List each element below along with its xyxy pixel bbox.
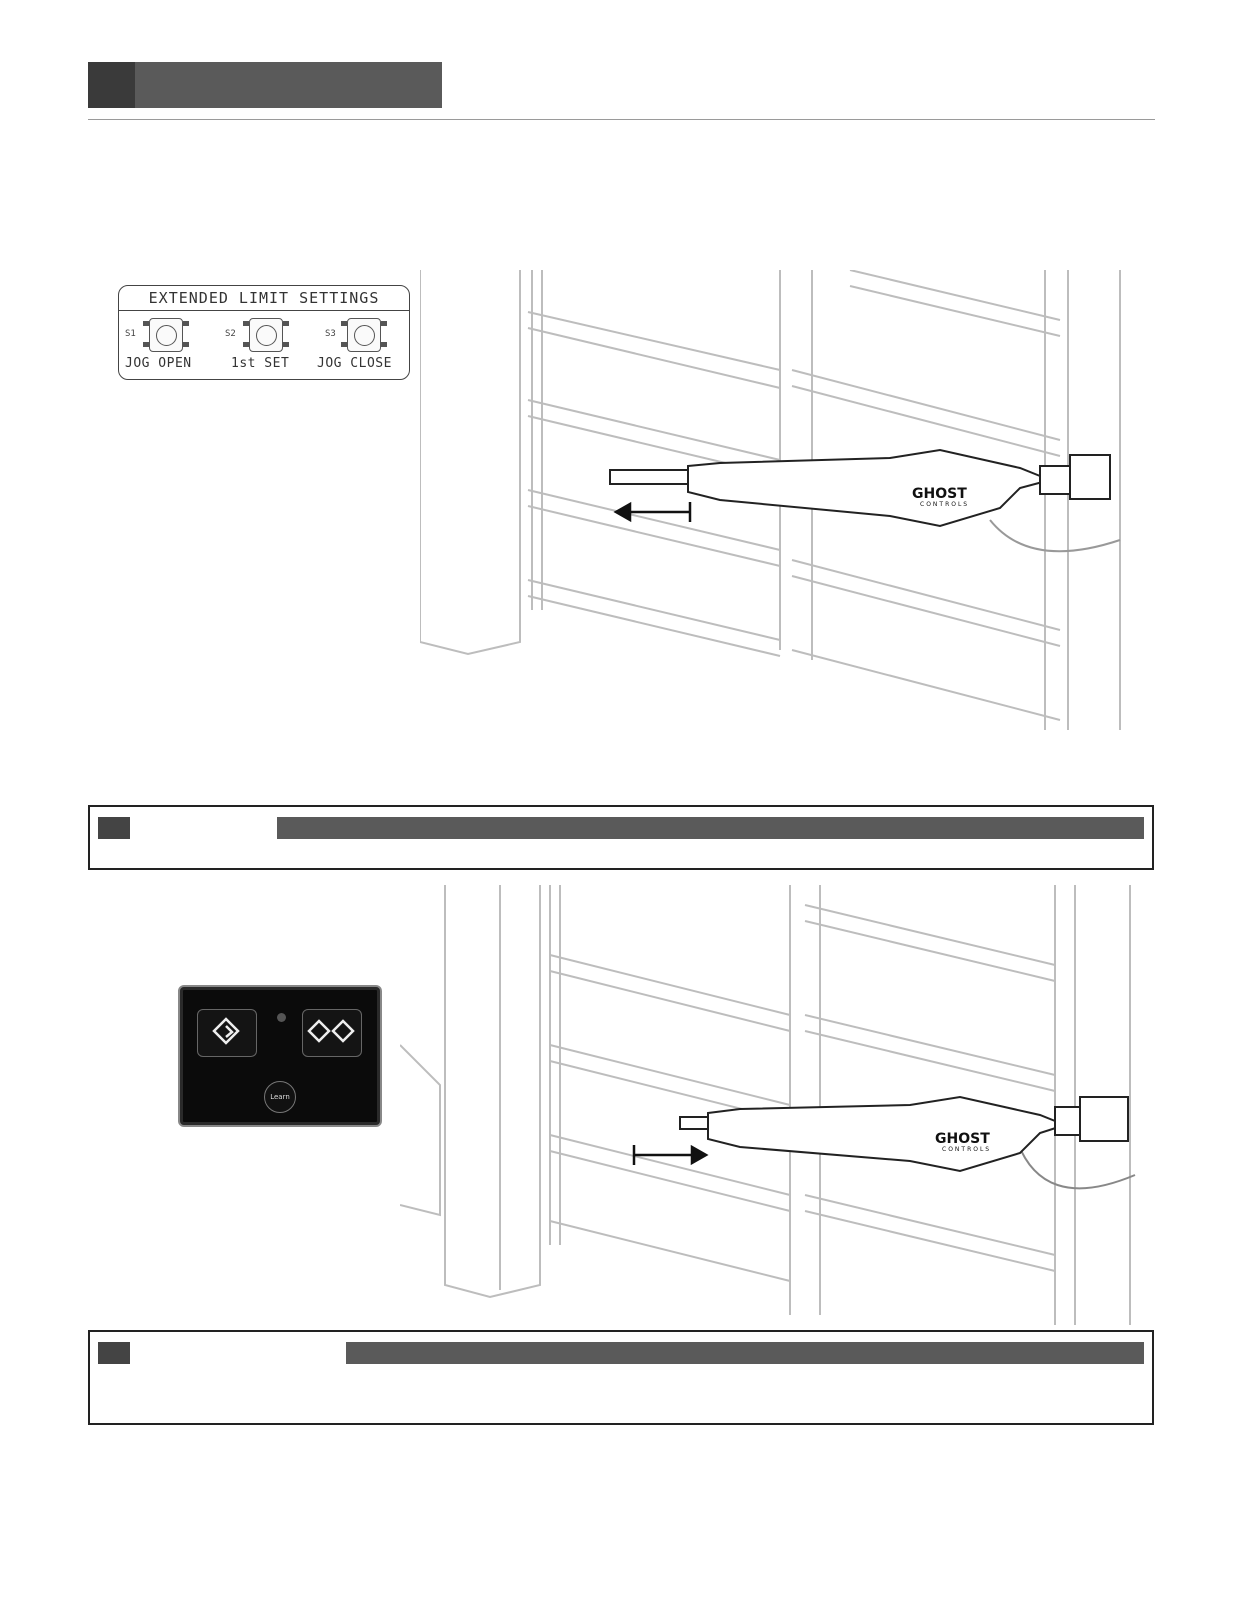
dual-gate-button[interactable]: [302, 1009, 362, 1057]
callout-number-badge: [98, 817, 130, 839]
extended-limit-settings-panel: [118, 285, 410, 380]
switch-pin: [143, 342, 149, 347]
gate-illustration-extend: [400, 885, 1140, 1325]
panel-title: EXTENDED LIMIT SETTINGS: [119, 286, 409, 311]
switch-pin: [341, 342, 347, 347]
switch-pin: [243, 321, 249, 326]
callout-box-2: [88, 1330, 1154, 1425]
switch-pin: [283, 342, 289, 347]
callout-title-bar: [277, 817, 1144, 839]
operator-brand-sub: CONTROLS: [920, 501, 970, 508]
first-set-switch[interactable]: [249, 318, 283, 352]
button-id-s1: S1: [125, 329, 136, 339]
gate-illustration-retract: [420, 270, 1140, 740]
callout-number-badge: [98, 1342, 130, 1364]
callout-title-bar: [346, 1342, 1144, 1364]
switch-pin: [183, 321, 189, 326]
button-id-s2: S2: [225, 329, 236, 339]
button-id-s3: S3: [325, 329, 336, 339]
switch-pin: [243, 342, 249, 347]
ghost-logo-icon: [303, 1010, 360, 1055]
section-header-tab: [88, 62, 135, 108]
jog-close-switch[interactable]: [347, 318, 381, 352]
arrow-right-icon: [634, 1145, 706, 1165]
operator-brand: GHOST: [912, 486, 967, 502]
led-icon: [277, 1013, 286, 1022]
callout-box-1: [88, 805, 1154, 870]
button-label-jog-close: JOG CLOSE: [317, 356, 392, 371]
remote-control: [178, 985, 382, 1127]
switch-pin: [381, 321, 387, 326]
switch-pin: [341, 321, 347, 326]
operator-brand: GHOST: [935, 1131, 990, 1147]
switch-pin: [183, 342, 189, 347]
learn-button[interactable]: Learn: [264, 1081, 296, 1113]
switch-pin: [143, 321, 149, 326]
jog-open-switch[interactable]: [149, 318, 183, 352]
button-label-jog-open: JOG OPEN: [125, 356, 192, 371]
section-header-bar: [88, 62, 442, 108]
single-gate-button[interactable]: [197, 1009, 257, 1057]
header-divider: [88, 119, 1155, 120]
switch-pin: [283, 321, 289, 326]
button-label-first-set: 1st SET: [231, 356, 290, 371]
ghost-logo-icon: [198, 1010, 255, 1055]
operator-brand-sub: CONTROLS: [942, 1146, 992, 1153]
switch-pin: [381, 342, 387, 347]
